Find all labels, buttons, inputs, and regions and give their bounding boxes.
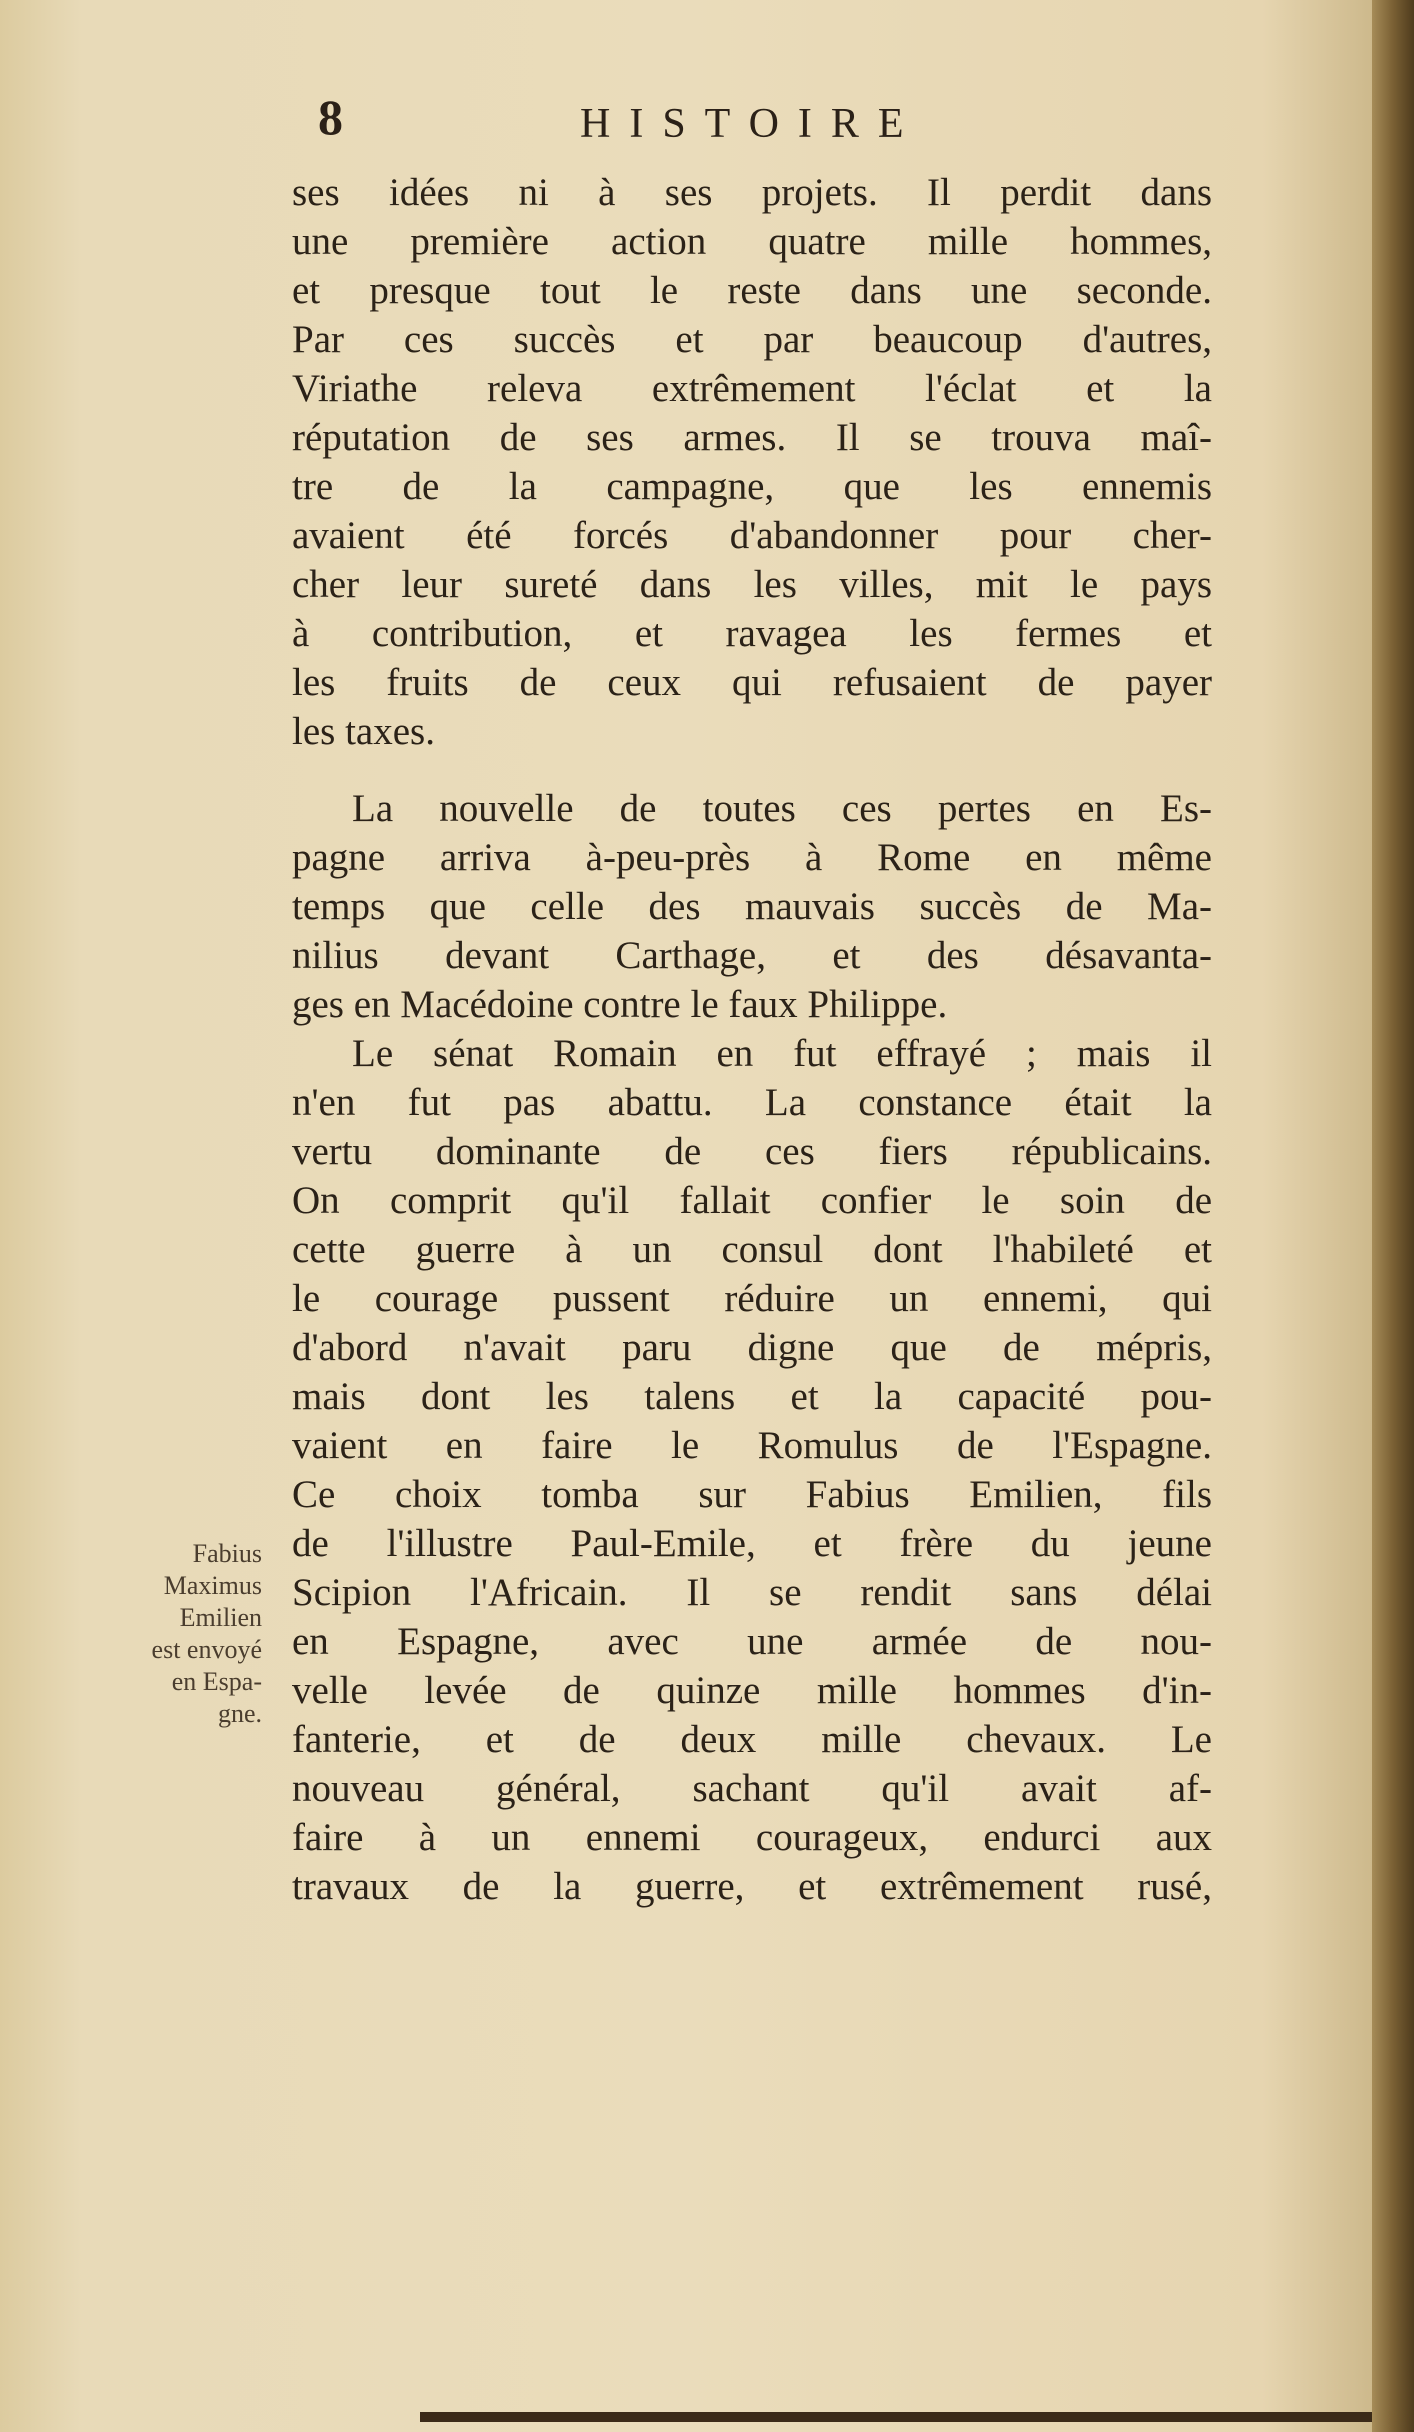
marginal-note-line: est envoyé xyxy=(151,1635,262,1664)
text-line: le courage pussent réduire un ennemi, qui xyxy=(292,1277,1212,1320)
text-line: pagne arriva à-peu-près à Rome en même xyxy=(292,836,1212,879)
text-line: Scipion l'Africain. Il se rendit sans délai xyxy=(292,1571,1212,1614)
book-spine xyxy=(1372,0,1414,2432)
paragraph-1 xyxy=(292,168,1212,756)
text-line: nouveau général, sachant qu'il avait af- xyxy=(292,1767,1212,1810)
text-line: temps que celle des mauvais succès de Ma- xyxy=(292,885,1212,928)
text-line: nilius devant Carthage, et des désavanta- xyxy=(292,934,1212,977)
text-line: velle levée de quinze mille hommes d'in- xyxy=(292,1669,1212,1712)
text-line: cher leur sureté dans les villes, mit le pays xyxy=(292,563,1212,606)
marginal-note-line: gne. xyxy=(217,1699,262,1728)
text-line: La nouvelle de toutes ces pertes en Es- xyxy=(352,787,1212,830)
text-line: Le sénat Romain en fut effrayé ; mais il xyxy=(352,1032,1212,1075)
page-bottom-edge xyxy=(420,2412,1372,2422)
text-line: Viriathe releva extrêmement l'éclat et la xyxy=(292,367,1212,410)
text-line: les fruits de ceux qui refusaient de payer xyxy=(292,661,1212,704)
text-line: mais dont les talens et la capacité pou- xyxy=(292,1375,1212,1418)
text-line: avaient été forcés d'abandonner pour cher- xyxy=(292,514,1212,557)
text-line: à contribution, et ravagea les fermes et xyxy=(292,612,1212,655)
text-line: de l'illustre Paul-Emile, et frère du jeune xyxy=(292,1522,1212,1565)
text-line: d'abord n'avait paru digne que de mépris, xyxy=(292,1326,1212,1369)
text-line: vaient en faire le Romulus de l'Espagne. xyxy=(292,1424,1212,1467)
marginal-note xyxy=(62,1538,262,1730)
running-title: HISTOIRE xyxy=(580,101,923,147)
marginal-note-line: Maximus xyxy=(163,1571,262,1600)
text-line: Ce choix tomba sur Fabius Emilien, fils xyxy=(292,1473,1212,1516)
text-line: ges en Macédoine contre le faux Philippe. xyxy=(292,983,948,1026)
marginal-note-line: Fabius xyxy=(192,1539,262,1568)
text-line: une première action quatre mille hommes, xyxy=(292,220,1212,263)
text-line: Par ces succès et par beaucoup d'autres, xyxy=(292,318,1212,361)
page-number: 8 xyxy=(318,89,343,145)
text-line: en Espagne, avec une armée de nou- xyxy=(292,1620,1212,1663)
paragraph-2 xyxy=(292,784,1212,1029)
paragraph-gap xyxy=(292,756,1212,784)
marginal-note-line: en Espa- xyxy=(171,1667,262,1696)
text-line: et presque tout le reste dans une seconde. xyxy=(292,269,1212,312)
text-line: tre de la campagne, que les ennemis xyxy=(292,465,1212,508)
text-line: travaux de la guerre, et extrêmement rusé, xyxy=(292,1865,1212,1908)
text-line: On comprit qu'il fallait confier le soin de xyxy=(292,1179,1212,1222)
text-line: cette guerre à un consul dont l'habileté et xyxy=(292,1228,1212,1271)
text-line: réputation de ses armes. Il se trouva maî- xyxy=(292,416,1212,459)
marginal-note-line: Emilien xyxy=(179,1603,262,1632)
text-line: fanterie, et de deux mille chevaux. Le xyxy=(292,1718,1212,1761)
text-line: les taxes. xyxy=(292,710,435,753)
text-line: ses idées ni à ses projets. Il perdit dans xyxy=(292,171,1212,214)
body-text xyxy=(292,168,1212,1911)
paragraph-3 xyxy=(292,1029,1212,1911)
text-line: vertu dominante de ces fiers républicains. xyxy=(292,1130,1212,1173)
text-line: n'en fut pas abattu. La constance était la xyxy=(292,1081,1212,1124)
text-line: faire à un ennemi courageux, endurci aux xyxy=(292,1816,1212,1859)
